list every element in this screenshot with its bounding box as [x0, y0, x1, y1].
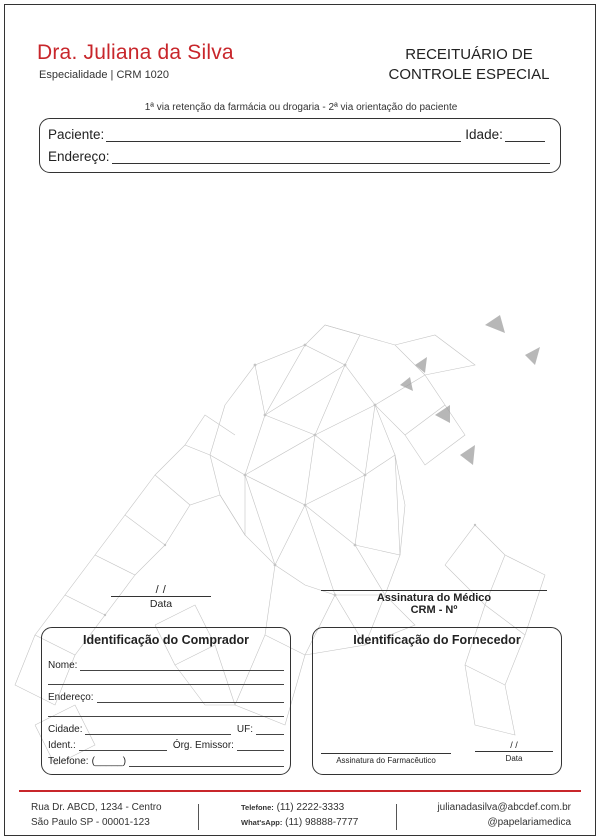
footer-separator-2 — [396, 804, 397, 830]
buyer-title: Identificação do Comprador — [83, 633, 249, 647]
document-title — [369, 45, 569, 85]
title-line-2: CONTROLE ESPECIAL — [388, 66, 550, 83]
email: julianadasilva@abcdef.com.br — [437, 802, 571, 813]
endereco-label: Endereço: — [48, 149, 110, 164]
buyer-nome-row-2 — [48, 676, 284, 685]
phone-row — [241, 800, 361, 815]
buyer-ident-row — [48, 740, 284, 751]
buyer-nome-field[interactable] — [80, 662, 284, 671]
buyer-telefone-mask: (_____) — [91, 756, 127, 767]
patient-row-2 — [48, 149, 550, 164]
buyer-cidade-label: Cidade: — [48, 724, 83, 735]
buyer-identification-card — [41, 627, 291, 775]
buyer-uf-label: UF: — [236, 724, 253, 735]
prescription-date-field[interactable] — [111, 585, 211, 610]
date-label: Data — [149, 598, 173, 610]
buyer-endereco-label: Endereço: — [48, 692, 94, 703]
buyer-telefone-label: Telefone: — [48, 756, 89, 767]
buyer-cidade-row — [48, 724, 284, 735]
buyer-nome-row — [48, 660, 284, 671]
telefone-key: Telefone: — [241, 803, 274, 812]
crm-label: CRM - Nº — [410, 604, 458, 616]
buyer-telefone-row — [48, 756, 284, 767]
buyer-orgao-label: Órg. Emissor: — [172, 740, 234, 751]
buyer-orgao-field[interactable] — [237, 742, 284, 751]
buyer-ident-field[interactable] — [79, 742, 167, 751]
footer-phones — [241, 800, 361, 830]
address-line-2: São Paulo SP - 00001-123 — [31, 817, 150, 828]
buyer-uf-field[interactable] — [256, 726, 284, 735]
footer-divider — [19, 790, 581, 792]
buyer-endereco-row-2 — [48, 708, 284, 717]
idade-label: Idade: — [465, 127, 503, 142]
supplier-date-field[interactable] — [475, 740, 553, 763]
patient-row-1 — [48, 127, 545, 142]
whatsapp-row — [241, 815, 361, 830]
pharmacist-signature-field[interactable] — [321, 753, 451, 765]
telefone-value: (11) 2222-3333 — [276, 802, 345, 813]
footer-separator-1 — [198, 804, 199, 830]
buyer-nome-field-2[interactable] — [48, 676, 284, 685]
doctor-name: Dra. Juliana da Silva — [37, 41, 234, 64]
footer-contact — [411, 800, 571, 830]
footer-address — [31, 800, 171, 830]
buyer-endereco-row — [48, 692, 284, 703]
buyer-telefone-field[interactable] — [129, 758, 284, 767]
title-line-1: RECEITUÁRIO DE — [405, 46, 533, 63]
pharmacist-signature-label: Assinatura do Farmacêutico — [321, 753, 451, 765]
buyer-cidade-field[interactable] — [85, 726, 230, 735]
supplier-date-label: Data — [505, 754, 523, 763]
supplier-title: Identificação do Fornecedor — [353, 633, 521, 647]
buyer-endereco-field[interactable] — [97, 694, 284, 703]
doctor-specialty-crm: Especialidade | CRM 1020 — [39, 69, 170, 81]
supplier-date-slashes: / / — [475, 740, 553, 752]
date-slashes: / / — [111, 585, 211, 597]
social-handle: @papelariamedica — [487, 817, 571, 828]
supplier-identification-card — [312, 627, 562, 775]
doctor-signature-label: Assinatura do Médico — [376, 592, 492, 604]
paciente-field[interactable] — [106, 129, 461, 142]
buyer-nome-label: Nome: — [48, 660, 78, 671]
doctor-signature-field[interactable] — [321, 590, 547, 616]
whatsapp-key: What'sApp: — [241, 818, 283, 827]
paciente-label: Paciente: — [48, 127, 105, 142]
buyer-ident-label: Ident.: — [48, 740, 76, 751]
buyer-endereco-field-2[interactable] — [48, 708, 284, 717]
patient-box — [39, 118, 561, 173]
idade-field[interactable] — [505, 129, 545, 142]
whatsapp-value: (11) 98888-7777 — [285, 817, 359, 828]
address-line-1: Rua Dr. ABCD, 1234 - Centro — [31, 802, 162, 813]
prescription-page — [4, 4, 596, 836]
endereco-field[interactable] — [112, 151, 550, 164]
via-instructions: 1ª via retenção da farmácia ou drogaria - 2ª via orientação do paciente — [144, 102, 458, 113]
